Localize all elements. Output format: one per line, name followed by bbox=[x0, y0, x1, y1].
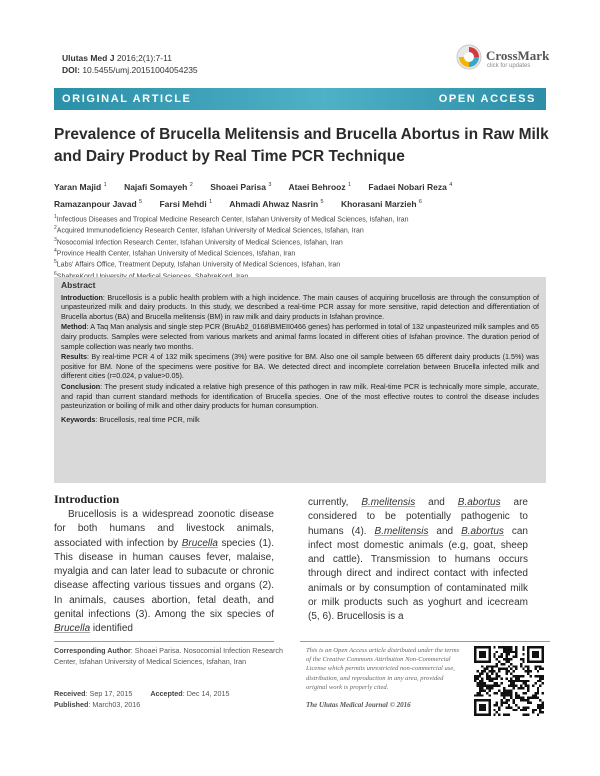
footer-divider bbox=[54, 641, 274, 642]
abstract-box bbox=[54, 277, 546, 483]
article-type: ORIGINAL ARTICLE bbox=[62, 93, 192, 105]
body-paragraph: currently, B.melitensis and B.abortus are considered to be potentially pathogenic to humans (4). B.melitensis and B.abortus can infect most domestic animals (e.g, goat, sheep and cattle). Transmission to humans occurs through direct and indirect contact with infected animals or by consumption of contaminated milk or milk products such as yoghurt and icecream (5, 6). Brucellosis is a bbox=[308, 497, 528, 623]
body-column-right bbox=[308, 496, 528, 625]
journal-citation bbox=[62, 52, 198, 76]
crossmark-icon bbox=[456, 44, 482, 70]
abstract-conclusion: Conclusion: The present study indicated a relative high presence of this pathogen in raw milk. Real-time PCR is technically more simple, accurate, and rapid than current standard methods for identification of Brucella species. One of the most effective routes to control the disease includes pasteurization or boiling of milk and other dairy products for human consumption. bbox=[61, 381, 539, 411]
affiliation: $^1$Infectious Diseases and Tropical Medicine Research Center, Isfahan University of Medical Sciences, Isfahan, Iran bbox=[54, 214, 409, 224]
article-type-banner bbox=[54, 88, 546, 110]
crossmark-badge[interactable] bbox=[456, 42, 550, 76]
introduction-heading: Introduction bbox=[54, 492, 120, 506]
body-paragraph: Brucellosis is a widespread zoonotic disease for both humans and livestock animals, associated with infection by Brucella species (1). This disease in human causes fever, malaise, myalgia and can later lead to subacute or chronic disease affecting various tissues and organs (2). In animals, causes abortion, fetal death, and genital infections (3). Among the six species of Brucella identified bbox=[54, 509, 274, 635]
article-dates: Received: Sep 17, 2015 Accepted: Dec 14, 2015 Published: March03, 2016 bbox=[54, 689, 230, 709]
abstract-keywords: Keywords: Brucellosis, real time PCR, milk bbox=[61, 414, 200, 424]
article-title: Prevalence of Brucella Melitensis and Brucella Abortus in Raw Milk and Dairy Product by Real Time PCR Technique bbox=[54, 126, 549, 165]
author: Ahmadi Ahwaz Nasrin $^5$ bbox=[229, 198, 324, 209]
affiliation: 6 bbox=[54, 270, 57, 277]
open-access-license-note: This is an Open Access article distributed under the terms of the Creative Commons Attribution Non-Commercial License which permits unrestricted non-commercial use, distribution, and reproduction in any area, provided original work is properly cited. bbox=[306, 647, 460, 691]
journal-copyright: The Ulutas Medical Journal © 2016 bbox=[306, 701, 411, 709]
journal-name: Ulutas Med J bbox=[62, 53, 115, 63]
author: Shoaei Parisa $^3$ bbox=[210, 181, 272, 192]
author: Ataei Behrooz $^1$ bbox=[288, 181, 352, 192]
author: Farsi Mehdi $^1$ bbox=[159, 198, 213, 209]
abstract-results: Results: By real-time PCR 4 of 132 milk specimens (3%) were positive for BM. Also one oil sample between 65 different dairy products (1.5%) was positive for BM. None of the specimens were positive for BA. We detected direct and incomplete correlation between Brucella infected milk and different cities (r=0.024, p value>0.05). bbox=[61, 352, 539, 381]
abstract-introduction: Introduction: Brucellosis is a public health problem with a high incidence. The main causes of acquiring brucellosis are through the consumption of unpasteurized milk and dairy products. In this study, we described a real-time PCR assay for more sensitive, rapid detection and differentiation of Brucella abortus (BA) and Brucella melitensis (BM) in raw milk and dairy products in Isfahan province. bbox=[61, 292, 539, 321]
affiliation: $^2$Acquired Immunodeficiency Research Center, Isfahan University of Medical Sciences, Isfahan, Iran bbox=[54, 225, 364, 235]
crossmark-sub: click for updates bbox=[487, 63, 531, 69]
author: Yaran Majid $^1$ bbox=[54, 181, 107, 192]
abstract-heading: Abstract bbox=[61, 280, 96, 290]
footer-divider bbox=[300, 641, 550, 642]
doi[interactable]: 10.5455/umj.20151004054235 bbox=[82, 65, 198, 75]
crossmark-name: CrossMark bbox=[486, 48, 550, 63]
corresponding-author: Corresponding Author: Shoaei Parisa. Nosocomial Infection Research Center, Isfahan University of Medical Sciences, Isfahan, Iran bbox=[54, 646, 284, 666]
author: Najafi Somayeh $^2$ bbox=[124, 181, 193, 192]
affiliation-list bbox=[54, 213, 554, 281]
author: Ramazanpour Javad $^5$ bbox=[54, 198, 143, 209]
affiliation: $^4$Province Health Center, Isfahan University of Medical Sciences, Isfahan, Iran bbox=[54, 247, 296, 258]
qr-code-icon[interactable] bbox=[474, 646, 544, 716]
author: Fadaei Nobari Reza $^4$ bbox=[368, 181, 453, 192]
citation: 2016;2(1):7-11 bbox=[116, 53, 172, 63]
affiliation: $^5$Labs' Affairs Office, Treatment Deputy, Isfahan University of Medical Sciences, Isfahan, Iran bbox=[54, 259, 341, 269]
author: Khorasani Marzieh $^6$ bbox=[340, 198, 422, 209]
affiliation: $^3$Nosocomial Infection Research Center, Isfahan University of Medical Sciences, Isfahan, Iran bbox=[54, 236, 343, 246]
body-column-left bbox=[54, 508, 274, 637]
author-list bbox=[54, 178, 554, 212]
access-type: OPEN ACCESS bbox=[438, 93, 536, 105]
abstract-method: Method: A Taq Man analysis and single step PCR (BruAb2_0168\BMEII0466 genes) has performed in total of 132 unpasteurized milk samples and 65 dairy products. Samples were selected from various markets and animal farms located in different cities of Isfahan province. The duration period of sample collection was nearly two months. bbox=[61, 322, 539, 351]
doi-label: DOI: bbox=[62, 65, 80, 75]
